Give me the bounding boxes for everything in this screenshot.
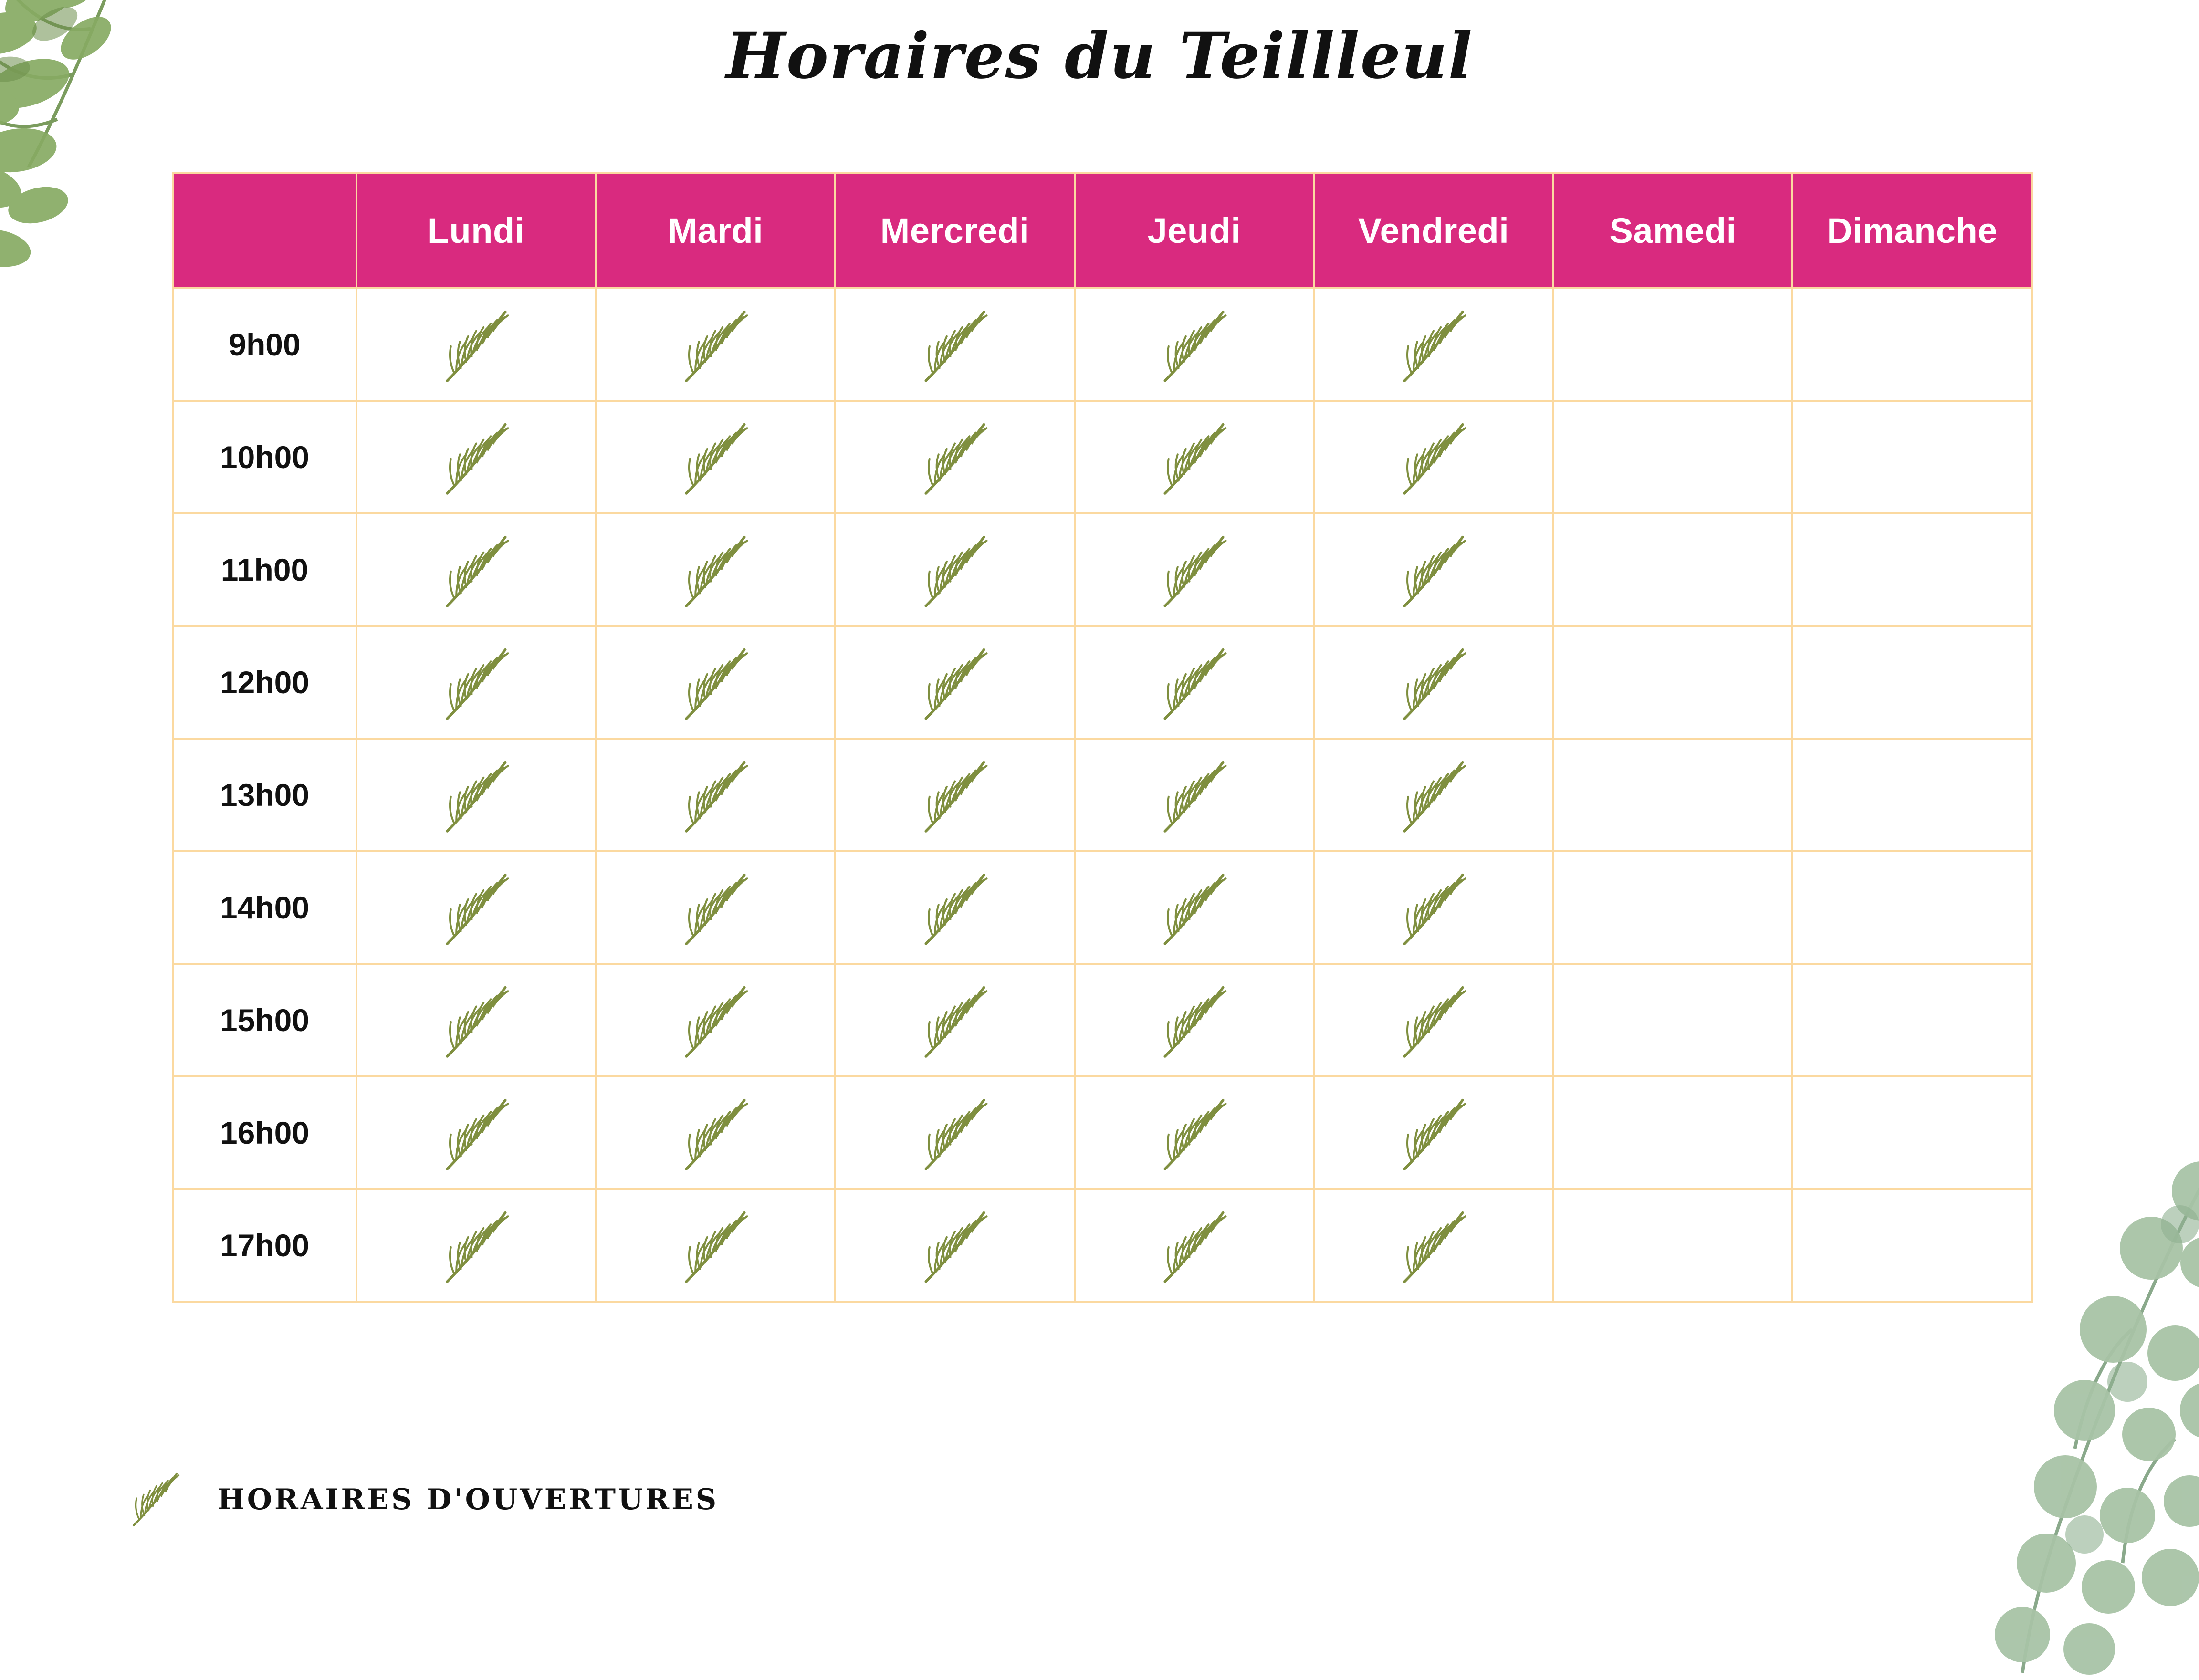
- slot-samedi-14h00[interactable]: [1553, 851, 1793, 964]
- palm-leaf-icon: [597, 750, 835, 840]
- table-row: [173, 1076, 2032, 1189]
- palm-leaf-icon: [597, 862, 835, 953]
- footer-label: HORAIRES D'OUVERTURES: [218, 1482, 719, 1516]
- slot-mercredi-9h00[interactable]: [835, 288, 1075, 401]
- hour-label-11h00: 11h00: [173, 513, 356, 626]
- slot-mercredi-12h00[interactable]: [835, 626, 1075, 739]
- palm-leaf-icon: [357, 412, 595, 502]
- palm-leaf-icon: [1076, 862, 1313, 953]
- slot-vendredi-17h00[interactable]: [1314, 1189, 1553, 1302]
- palm-leaf-icon: [1315, 862, 1552, 953]
- palm-leaf-icon: [357, 750, 595, 840]
- slot-jeudi-14h00[interactable]: [1075, 851, 1314, 964]
- slot-dimanche-14h00[interactable]: [1792, 851, 2032, 964]
- slot-jeudi-12h00[interactable]: [1075, 626, 1314, 739]
- slot-dimanche-13h00[interactable]: [1792, 739, 2032, 851]
- slot-samedi-10h00[interactable]: [1553, 401, 1793, 513]
- slot-mercredi-17h00[interactable]: [835, 1189, 1075, 1302]
- palm-leaf-icon: [1076, 1200, 1313, 1291]
- palm-leaf-icon: [597, 637, 835, 728]
- palm-leaf-icon: [836, 750, 1074, 840]
- slot-vendredi-11h00[interactable]: [1314, 513, 1553, 626]
- slot-dimanche-9h00[interactable]: [1792, 288, 2032, 401]
- hour-label-16h00: 16h00: [173, 1076, 356, 1189]
- palm-leaf-icon: [1076, 299, 1313, 390]
- palm-leaf-icon: [836, 524, 1074, 615]
- slot-samedi-15h00[interactable]: [1553, 964, 1793, 1076]
- column-header-mercredi: Mercredi: [835, 173, 1075, 288]
- palm-leaf-icon: [597, 412, 835, 502]
- slot-dimanche-12h00[interactable]: [1792, 626, 2032, 739]
- palm-leaf-icon: [1076, 524, 1313, 615]
- table-row: [173, 851, 2032, 964]
- hour-label-15h00: 15h00: [173, 964, 356, 1076]
- palm-leaf-icon: [357, 1200, 595, 1291]
- slot-lundi-16h00[interactable]: [356, 1076, 596, 1189]
- table-row: [173, 626, 2032, 739]
- palm-leaf-icon: [597, 975, 835, 1065]
- slot-vendredi-9h00[interactable]: [1314, 288, 1553, 401]
- palm-leaf-icon: [1076, 412, 1313, 502]
- slot-samedi-11h00[interactable]: [1553, 513, 1793, 626]
- slot-vendredi-14h00[interactable]: [1314, 851, 1553, 964]
- column-header-samedi: Samedi: [1553, 173, 1793, 288]
- palm-leaf-icon: [836, 862, 1074, 953]
- palm-leaf-icon: [1315, 1087, 1552, 1178]
- palm-leaf-icon: [1315, 1200, 1552, 1291]
- palm-leaf-icon: [836, 412, 1074, 502]
- slot-jeudi-13h00[interactable]: [1075, 739, 1314, 851]
- slot-mardi-12h00[interactable]: [596, 626, 836, 739]
- slot-jeudi-10h00[interactable]: [1075, 401, 1314, 513]
- table-row: [173, 739, 2032, 851]
- palm-leaf-icon: [119, 1462, 191, 1536]
- slot-vendredi-12h00[interactable]: [1314, 626, 1553, 739]
- table-row: [173, 401, 2032, 513]
- palm-leaf-icon: [1315, 637, 1552, 728]
- palm-leaf-icon: [1076, 975, 1313, 1065]
- slot-dimanche-11h00[interactable]: [1792, 513, 2032, 626]
- slot-vendredi-16h00[interactable]: [1314, 1076, 1553, 1189]
- palm-leaf-icon: [1315, 299, 1552, 390]
- palm-leaf-icon: [1076, 637, 1313, 728]
- slot-mardi-11h00[interactable]: [596, 513, 836, 626]
- palm-leaf-icon: [836, 975, 1074, 1065]
- slot-lundi-9h00[interactable]: [356, 288, 596, 401]
- header-row: [173, 173, 2032, 288]
- page-title: Horaires du Teillleul: [726, 19, 1473, 93]
- palm-leaf-icon: [1315, 975, 1552, 1065]
- palm-leaf-icon: [357, 862, 595, 953]
- hour-label-10h00: 10h00: [173, 401, 356, 513]
- slot-vendredi-10h00[interactable]: [1314, 401, 1553, 513]
- table-row: [173, 288, 2032, 401]
- slot-samedi-17h00[interactable]: [1553, 1189, 1793, 1302]
- table-header: [173, 173, 2032, 288]
- slot-lundi-13h00[interactable]: [356, 739, 596, 851]
- slot-vendredi-13h00[interactable]: [1314, 739, 1553, 851]
- palm-leaf-icon: [836, 299, 1074, 390]
- slot-mardi-16h00[interactable]: [596, 1076, 836, 1189]
- column-header-mardi: Mardi: [596, 173, 836, 288]
- slot-dimanche-16h00[interactable]: [1792, 1076, 2032, 1189]
- palm-leaf-icon: [597, 1200, 835, 1291]
- hour-label-9h00: 9h00: [173, 288, 356, 401]
- palm-leaf-icon: [597, 299, 835, 390]
- slot-mardi-15h00[interactable]: [596, 964, 836, 1076]
- slot-mercredi-16h00[interactable]: [835, 1076, 1075, 1189]
- palm-leaf-icon: [1315, 524, 1552, 615]
- slot-mercredi-10h00[interactable]: [835, 401, 1075, 513]
- slot-lundi-14h00[interactable]: [356, 851, 596, 964]
- palm-leaf-icon: [357, 524, 595, 615]
- slot-mercredi-11h00[interactable]: [835, 513, 1075, 626]
- schedule-table: [172, 172, 2033, 1303]
- palm-leaf-icon: [357, 975, 595, 1065]
- palm-leaf-icon: [836, 637, 1074, 728]
- slot-lundi-17h00[interactable]: [356, 1189, 596, 1302]
- palm-leaf-icon: [597, 524, 835, 615]
- slot-mardi-9h00[interactable]: [596, 288, 836, 401]
- slot-samedi-9h00[interactable]: [1553, 288, 1793, 401]
- slot-jeudi-17h00[interactable]: [1075, 1189, 1314, 1302]
- slot-samedi-16h00[interactable]: [1553, 1076, 1793, 1189]
- table-row: [173, 513, 2032, 626]
- slot-jeudi-15h00[interactable]: [1075, 964, 1314, 1076]
- column-header-lundi: Lundi: [356, 173, 596, 288]
- slot-mardi-10h00[interactable]: [596, 401, 836, 513]
- slot-jeudi-16h00[interactable]: [1075, 1076, 1314, 1189]
- palm-leaf-icon: [357, 1087, 595, 1178]
- slot-lundi-10h00[interactable]: [356, 401, 596, 513]
- slot-dimanche-10h00[interactable]: [1792, 401, 2032, 513]
- schedule-table-container: [172, 172, 2033, 1303]
- table-row: [173, 964, 2032, 1076]
- palm-leaf-icon: [597, 1087, 835, 1178]
- table-row: [173, 1189, 2032, 1302]
- palm-leaf-icon: [1315, 412, 1552, 502]
- slot-samedi-12h00[interactable]: [1553, 626, 1793, 739]
- slot-lundi-15h00[interactable]: [356, 964, 596, 1076]
- palm-leaf-icon: [357, 299, 595, 390]
- palm-leaf-icon: [836, 1087, 1074, 1178]
- table-body: [173, 288, 2032, 1302]
- slot-jeudi-11h00[interactable]: [1075, 513, 1314, 626]
- slot-dimanche-15h00[interactable]: [1792, 964, 2032, 1076]
- slot-mardi-14h00[interactable]: [596, 851, 836, 964]
- slot-dimanche-17h00[interactable]: [1792, 1189, 2032, 1302]
- column-header-jeudi: Jeudi: [1075, 173, 1314, 288]
- header-corner-cell: [173, 173, 356, 288]
- hour-label-12h00: 12h00: [173, 626, 356, 739]
- palm-leaf-icon: [836, 1200, 1074, 1291]
- slot-mercredi-14h00[interactable]: [835, 851, 1075, 964]
- palm-leaf-icon: [357, 637, 595, 728]
- slot-lundi-11h00[interactable]: [356, 513, 596, 626]
- slot-mercredi-15h00[interactable]: [835, 964, 1075, 1076]
- hour-label-13h00: 13h00: [173, 739, 356, 851]
- footer-legend: [119, 1462, 719, 1536]
- slot-mardi-17h00[interactable]: [596, 1189, 836, 1302]
- slot-mardi-13h00[interactable]: [596, 739, 836, 851]
- slot-vendredi-15h00[interactable]: [1314, 964, 1553, 1076]
- slot-mercredi-13h00[interactable]: [835, 739, 1075, 851]
- palm-leaf-icon: [1315, 750, 1552, 840]
- palm-leaf-icon: [1076, 1087, 1313, 1178]
- palm-leaf-icon: [1076, 750, 1313, 840]
- slot-lundi-12h00[interactable]: [356, 626, 596, 739]
- slot-samedi-13h00[interactable]: [1553, 739, 1793, 851]
- hour-label-14h00: 14h00: [173, 851, 356, 964]
- hour-label-17h00: 17h00: [173, 1189, 356, 1302]
- column-header-vendredi: Vendredi: [1314, 173, 1553, 288]
- slot-jeudi-9h00[interactable]: [1075, 288, 1314, 401]
- column-header-dimanche: Dimanche: [1792, 173, 2032, 288]
